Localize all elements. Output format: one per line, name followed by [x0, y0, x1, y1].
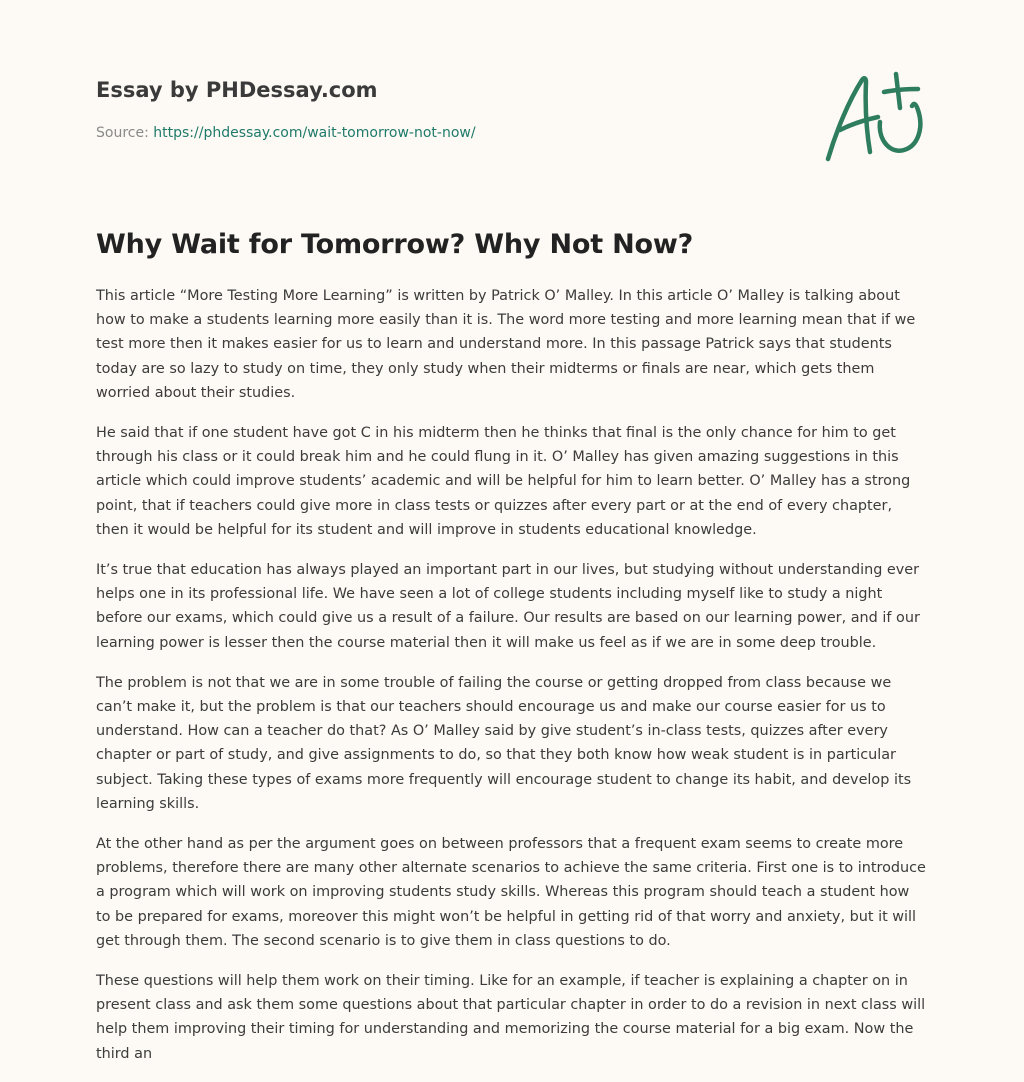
- source-link[interactable]: https://phdessay.com/wait-tomorrow-not-now/: [153, 125, 476, 141]
- paragraph: It’s true that education has always played an important part in our lives, but studying without understanding ever helps one in its professional life. We have seen a lot of college students including myself like to study a night before our exams, which could give us a result of a failure. Our results are based on our learning power, and if our learning power is lesser then the course material then it will make us feel as if we are in some deep trouble.: [96, 562, 920, 651]
- article-title: Why Wait for Tomorrow? Why Not Now?: [96, 229, 694, 260]
- a-plus-grade-icon: [818, 62, 930, 166]
- article-body: [96, 284, 926, 1082]
- paragraph: At the other hand as per the argument goes on between professors that a frequent exam seems to create more problems, therefore there are many other alternate scenarios to achieve the same criteria. First one is to introduce a program which will work on improving students study skills. Whereas this program should teach a student how to be prepared for exams, moreover this might won’t be helpful in getting rid of that worry and anxiety, but it will get through them. The second scenario is to give them in class questions to do.: [96, 836, 926, 949]
- paragraph: He said that if one student have got C in his midterm then he thinks that final is the only chance for him to get through his class or it could break him and he could flung in it. O’ Malley has given amazing suggestions in this article which could improve students’ academic and will be helpful for him to learn better. O’ Malley has a strong point, that if teachers could give more in class tests or quizzes after every part or at the end of every chapter, then it would be helpful for its student and will improve in students educational knowledge.: [96, 425, 911, 538]
- paragraph: These questions will help them work on their timing. Like for an example, if teacher is explaining a chapter on in present class and ask them some questions about that particular chapter in order to do a revision in next class will help them improving their timing for understanding and memorizing the course material for a big exam. Now the third an: [96, 973, 926, 1062]
- paragraph: The problem is not that we are in some trouble of failing the course or getting dropped from class because we can’t make it, but the problem is that our teachers should encourage us and make our course easier for us to understand. How can a teacher do that? As O’ Malley said by give student’s in-class tests, quizzes after every chapter or part of study, and give assignments to do, so that they both know how weak student is in particular subject. Taking these types of exams more frequently will encourage student to change its habit, and develop its learning skills.: [96, 674, 912, 812]
- site-title: Essay by PHDessay.com: [96, 78, 378, 102]
- source-label: Source:: [96, 125, 154, 141]
- source-line: [96, 124, 796, 142]
- paragraph: This article “More Testing More Learning” is written by Patrick O’ Malley. In this article O’ Malley is talking about how to make a students learning more easily than it is. The word more testing and more learning mean that if we test more then it makes easier for us to learn and understand more. In this passage Patrick says that students today are so lazy to study on time, they only study when their midterms or finals are near, which gets them worried about their studies.: [96, 288, 916, 401]
- header: [96, 76, 796, 142]
